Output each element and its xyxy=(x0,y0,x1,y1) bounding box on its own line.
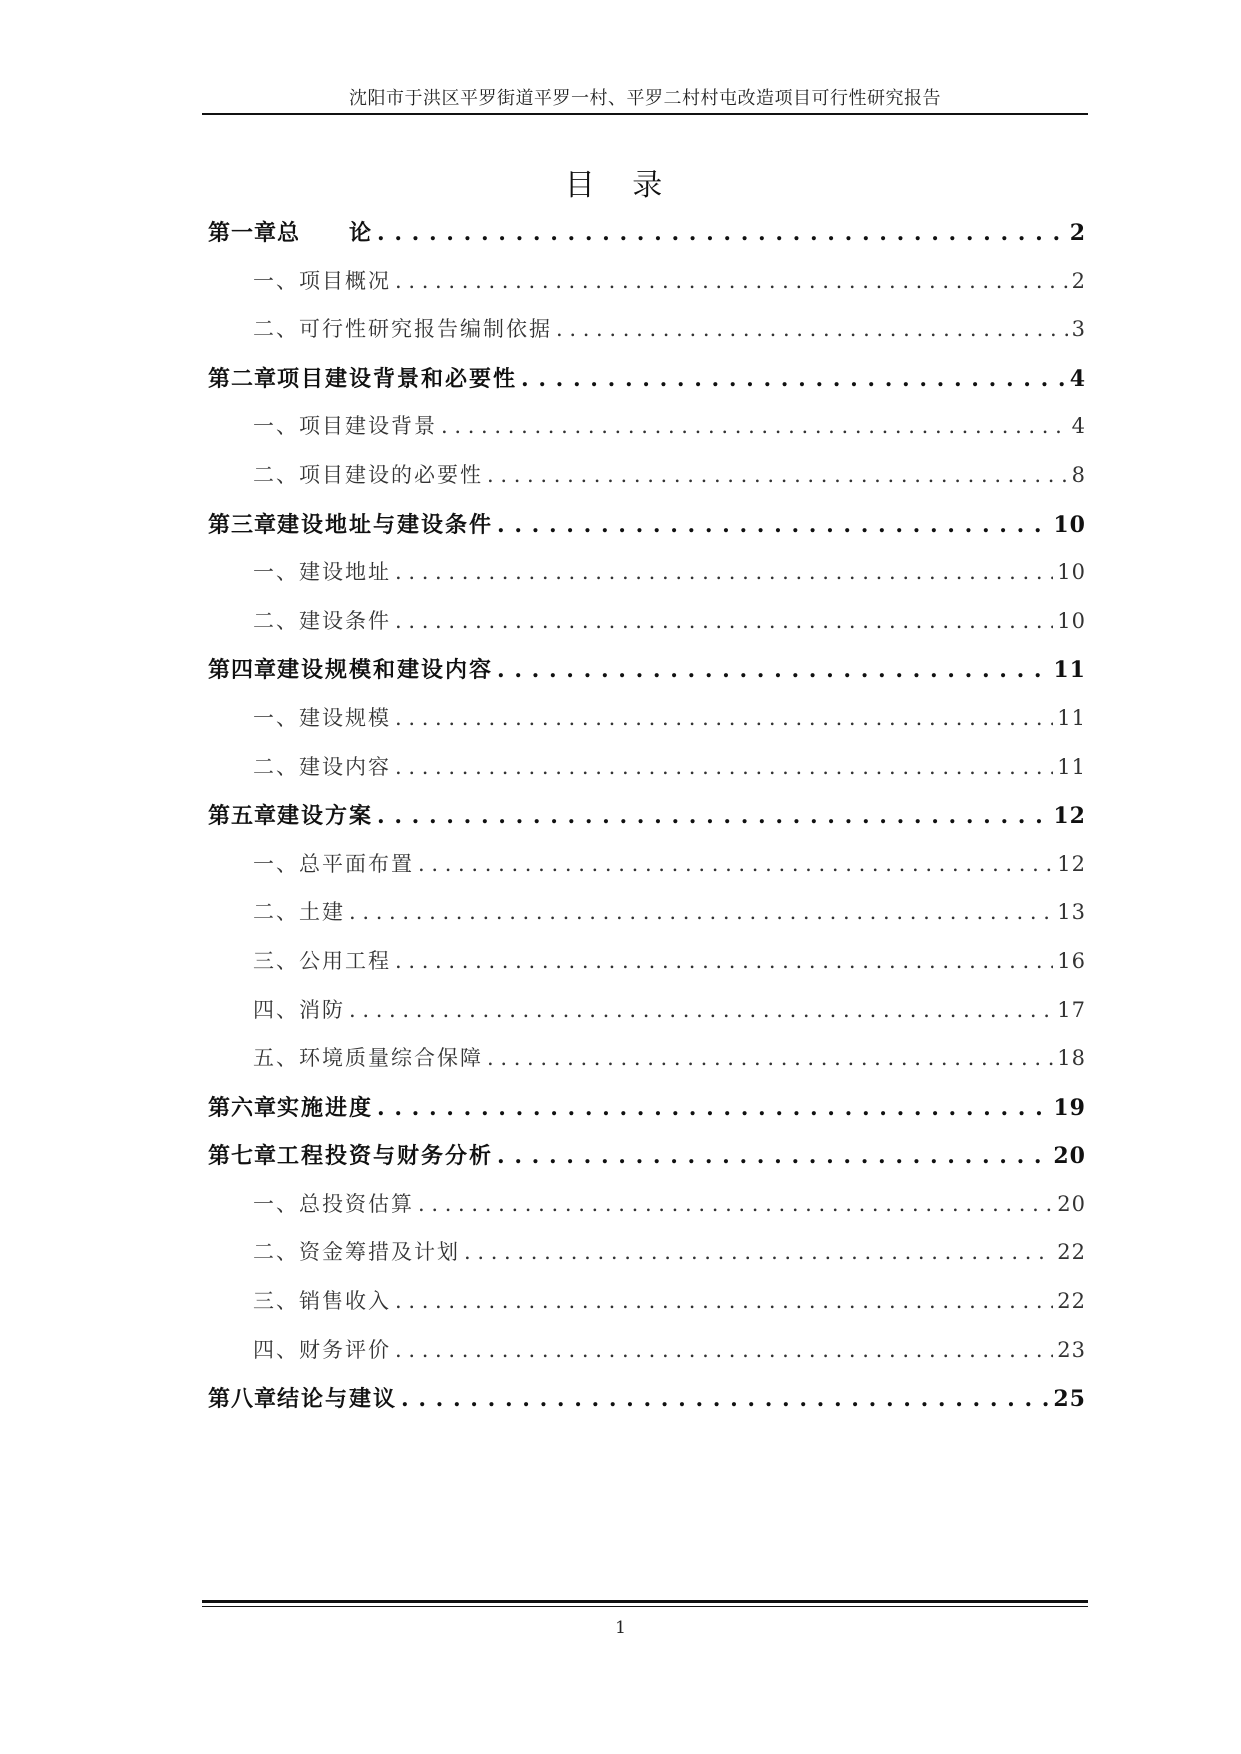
toc-section-entry[interactable] xyxy=(208,313,1086,362)
toc-chapter-entry[interactable] xyxy=(208,216,1086,265)
toc-chapter-number: 第七章 xyxy=(208,1143,278,1170)
toc-leader-dots xyxy=(349,900,1053,924)
toc-page-number: 18 xyxy=(1057,1046,1086,1071)
toc-leader-dots xyxy=(349,998,1053,1022)
toc-page-number: 10 xyxy=(1053,511,1086,538)
toc-section-entry[interactable] xyxy=(208,1042,1086,1091)
toc-section-title: 一、项目建设背景 xyxy=(253,414,437,439)
toc-section-title: 二、建设内容 xyxy=(253,754,391,779)
toc-chapter-number: 第八章 xyxy=(208,1386,278,1413)
header-divider xyxy=(202,113,1088,115)
toc-page-number: 11 xyxy=(1057,705,1086,730)
toc-page-number: 22 xyxy=(1057,1240,1086,1265)
toc-section-title: 一、建设规模 xyxy=(253,705,391,730)
toc-chapter-entry[interactable] xyxy=(208,1139,1086,1188)
toc-section-entry[interactable] xyxy=(208,556,1086,605)
toc-chapter-number: 第三章 xyxy=(208,511,278,538)
toc-section-entry[interactable] xyxy=(208,994,1086,1043)
toc-section-title: 四、消防 xyxy=(253,997,345,1022)
toc-chapter-number: 第一章 xyxy=(208,220,278,246)
toc-chapter-number: 第六章 xyxy=(208,1094,278,1121)
toc-leader-dots xyxy=(556,317,1068,341)
toc-section-title: 二、可行性研究报告编制依据 xyxy=(253,317,552,342)
toc-chapter-title: 结论与建议 xyxy=(277,1386,398,1413)
toc-chapter-number: 第四章 xyxy=(208,657,278,684)
toc-leader-dots xyxy=(521,366,1066,392)
toc-section-title: 二、资金筹措及计划 xyxy=(253,1240,460,1265)
toc-section-entry[interactable] xyxy=(208,945,1086,994)
toc-chapter-number: 第二章 xyxy=(208,365,278,392)
toc-section-title: 三、公用工程 xyxy=(253,948,391,973)
toc-chapter-title: 项目建设背景和必要性 xyxy=(277,365,518,392)
toc-leader-dots xyxy=(395,560,1053,584)
toc-leader-dots xyxy=(395,1338,1053,1362)
toc-section-title: 二、项目建设的必要性 xyxy=(253,462,483,487)
toc-page-number: 4 xyxy=(1071,414,1086,439)
toc-leader-dots xyxy=(418,852,1053,876)
toc-title: 目 录 xyxy=(564,168,677,203)
toc-chapter-entry[interactable] xyxy=(208,1091,1086,1140)
toc-chapter-title: 工程投资与财务分析 xyxy=(277,1143,494,1170)
toc-page-number: 17 xyxy=(1057,997,1086,1022)
toc-leader-dots xyxy=(395,609,1053,633)
toc-page-number: 13 xyxy=(1057,900,1086,925)
toc-page-number: 20 xyxy=(1057,1191,1086,1216)
toc-section-entry[interactable] xyxy=(208,265,1086,314)
toc-page-number: 2 xyxy=(1069,220,1086,246)
toc-section-title: 二、土建 xyxy=(253,900,345,925)
toc-section-entry[interactable] xyxy=(208,1236,1086,1285)
toc-page-number: 3 xyxy=(1071,317,1086,342)
toc-chapter-number: 第五章 xyxy=(208,803,278,830)
toc-chapter-title: 总 论 xyxy=(277,220,374,246)
toc-chapter-title: 建设地址与建设条件 xyxy=(277,511,494,538)
toc-leader-dots xyxy=(497,657,1049,683)
toc-page-number: 16 xyxy=(1057,948,1086,973)
toc-page-number: 19 xyxy=(1053,1094,1086,1121)
toc-page-number: 12 xyxy=(1053,803,1086,830)
toc-leader-dots xyxy=(418,1192,1053,1216)
toc-chapter-title: 建设规模和建设内容 xyxy=(277,657,494,684)
toc-leader-dots xyxy=(464,1240,1053,1264)
toc-section-entry[interactable] xyxy=(208,1334,1086,1383)
toc-leader-dots xyxy=(395,755,1053,779)
footer-divider-thin xyxy=(202,1606,1088,1607)
toc-leader-dots xyxy=(377,220,1066,246)
toc-page-number: 11 xyxy=(1057,754,1086,779)
toc-leader-dots xyxy=(377,803,1049,829)
toc-section-entry[interactable] xyxy=(208,896,1086,945)
toc-section-entry[interactable] xyxy=(208,410,1086,459)
toc-leader-dots xyxy=(487,1046,1053,1070)
toc-page-number: 12 xyxy=(1057,851,1086,876)
toc-page-number: 23 xyxy=(1057,1337,1086,1362)
toc-page-number: 10 xyxy=(1057,608,1086,633)
toc-leader-dots xyxy=(497,512,1049,538)
toc-section-title: 一、总平面布置 xyxy=(253,851,414,876)
toc-chapter-entry[interactable] xyxy=(208,362,1086,411)
toc-section-title: 一、项目概况 xyxy=(253,268,391,293)
toc-section-entry[interactable] xyxy=(208,751,1086,800)
toc-section-title: 一、总投资估算 xyxy=(253,1191,414,1216)
toc-section-entry[interactable] xyxy=(208,459,1086,508)
toc-page-number: 22 xyxy=(1057,1289,1086,1314)
toc-leader-dots xyxy=(395,706,1053,730)
toc-chapter-entry[interactable] xyxy=(208,1382,1086,1431)
toc-section-title: 四、财务评价 xyxy=(253,1337,391,1362)
toc-section-title: 三、销售收入 xyxy=(253,1289,391,1314)
toc-leader-dots xyxy=(401,1386,1049,1412)
toc-chapter-entry[interactable] xyxy=(208,799,1086,848)
toc-page-number: 25 xyxy=(1053,1386,1086,1413)
toc-leader-dots xyxy=(441,414,1068,438)
toc-section-title: 五、环境质量综合保障 xyxy=(253,1046,483,1071)
toc-leader-dots xyxy=(497,1143,1049,1169)
toc-section-title: 一、建设地址 xyxy=(253,560,391,585)
toc-section-entry[interactable] xyxy=(208,702,1086,751)
toc-page-number: 4 xyxy=(1069,365,1086,392)
toc-page-number: 2 xyxy=(1071,268,1086,293)
toc-section-entry[interactable] xyxy=(208,1188,1086,1237)
toc-leader-dots xyxy=(395,949,1053,973)
toc-page-number: 10 xyxy=(1057,560,1086,585)
toc-leader-dots xyxy=(377,1095,1049,1121)
toc-section-entry[interactable] xyxy=(208,848,1086,897)
toc-section-title: 二、建设条件 xyxy=(253,608,391,633)
toc-page-number: 8 xyxy=(1071,462,1086,487)
toc-page-number: 20 xyxy=(1053,1143,1086,1170)
toc-page-number: 11 xyxy=(1053,657,1086,684)
toc-section-entry[interactable] xyxy=(208,1285,1086,1334)
toc-leader-dots xyxy=(487,463,1068,487)
toc-chapter-entry[interactable] xyxy=(208,508,1086,557)
table-of-contents xyxy=(208,216,1086,1431)
toc-chapter-title: 建设方案 xyxy=(277,803,374,830)
toc-chapter-entry[interactable] xyxy=(208,653,1086,702)
page-number: 1 xyxy=(615,1618,626,1638)
toc-section-entry[interactable] xyxy=(208,605,1086,654)
footer-divider-thick xyxy=(202,1600,1088,1603)
toc-chapter-title: 实施进度 xyxy=(277,1094,374,1121)
toc-leader-dots xyxy=(395,269,1068,293)
toc-leader-dots xyxy=(395,1289,1053,1313)
running-header: 沈阳市于洪区平罗街道平罗一村、平罗二村村屯改造项目可行性研究报告 xyxy=(349,88,941,109)
